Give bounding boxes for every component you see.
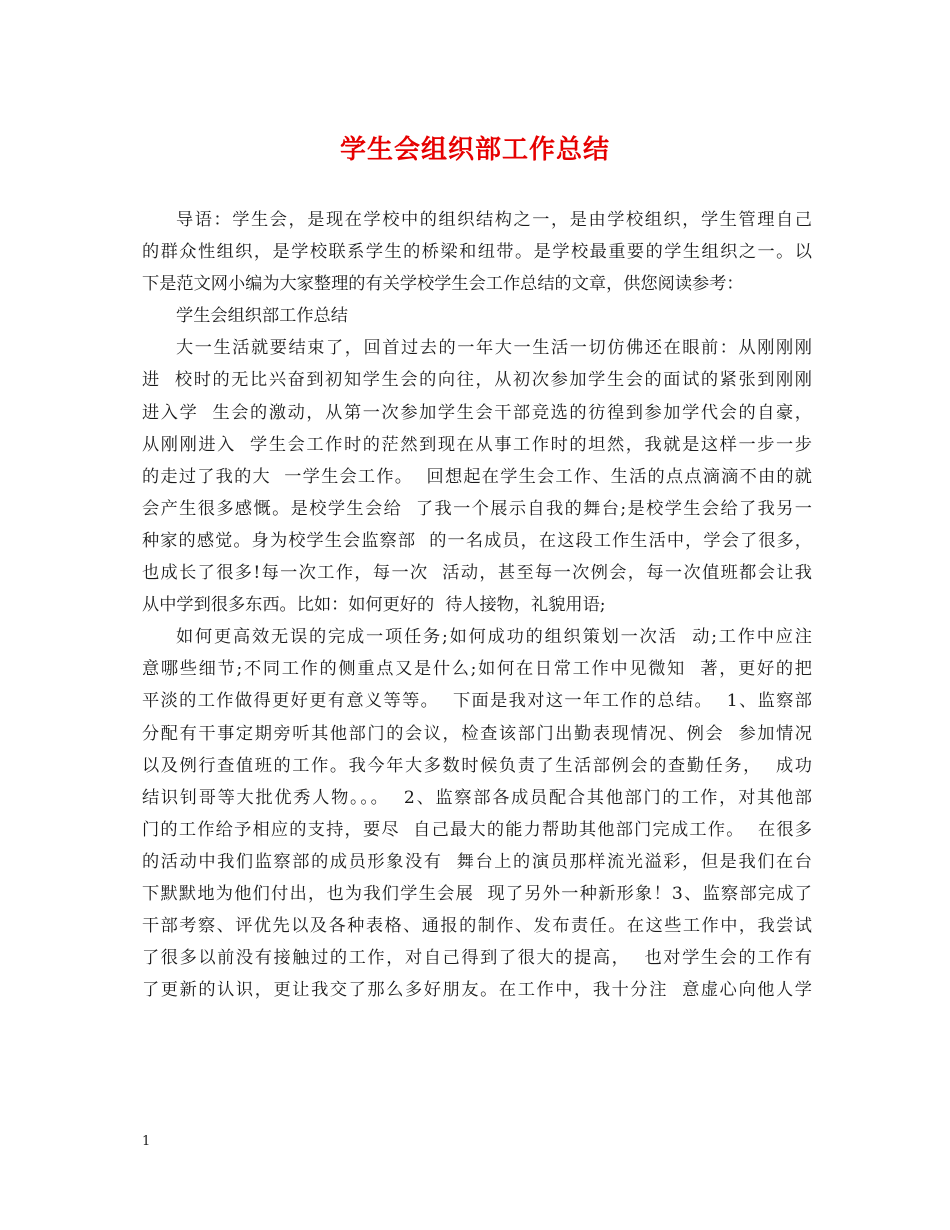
body-line: 如何更高效无误的完成一项任务;如何成功的组织策划一次活 动;工作中应注 (176, 627, 812, 648)
body-line: 以及例行查值班的工作。我今年大多数时候负责了生活部例会的查勤任务， 成功 (142, 755, 812, 776)
body-line: 的群众性组织，是学校联系学生的桥梁和纽带。是学校最重要的学生组织之一。以 (142, 242, 812, 263)
body-line: 平淡的工作做得更好更有意义等等。 下面是我对这一年工作的总结。 1、监察部 (142, 691, 812, 712)
document-title: 学生会组织部工作总结 (339, 135, 610, 165)
body-line: 进 校时的无比兴奋到初知学生会的向往，从初次参加学生会的面试的紧张到刚刚 (142, 370, 812, 391)
body-line: 的活动中我们监察部的成员形象没有 舞台上的演员那样流光溢彩，但是我们在台 (142, 851, 812, 872)
section-heading: 学生会组织部工作总结 (176, 306, 348, 327)
body-line: 的走过了我的大 一学生会工作。 回想起在学生会工作、生活的点点滴滴不由的就 (142, 466, 812, 487)
body-line: 结识钊哥等大批优秀人物。。。 2、监察部各成员配合其他部门的工作，对其他部 (142, 787, 812, 808)
body-line: 了很多以前没有接触过的工作，对自己得到了很大的提高， 也对学生会的工作有 (142, 948, 812, 969)
body-line: 分配有干事定期旁听其他部门的会议，检查该部门出勤表现情况、例会 参加情况 (142, 723, 812, 744)
body-line: 种家的感觉。身为校学生会监察部 的一名成员，在这段工作生活中，学会了很多， (142, 530, 812, 551)
body-line: 门的工作给予相应的支持，要尽 自己最大的能力帮助其他部门完成工作。 在很多 (142, 819, 812, 840)
body-line: 干部考察、评优先以及各种表格、通报的制作、发布责任。在这些工作中，我尝试 (142, 916, 812, 937)
body-line: 从中学到很多东西。比如：如何更好的 待人接物，礼貌用语; (142, 595, 606, 616)
body-line: 了更新的认识，更让我交了那么多好朋友。在工作中，我十分注 意虚心向他人学 (142, 980, 812, 1001)
body-line: 也成长了很多!每一次工作，每一次 活动，甚至每一次例会，每一次值班都会让我 (142, 563, 812, 584)
body-line: 进入学 生会的激动，从第一次参加学生会干部竞选的彷徨到参加学代会的自豪， (142, 402, 812, 423)
page-number: 1 (142, 1134, 151, 1149)
body-line: 下是范文网小编为大家整理的有关学校学生会工作总结的文章，供您阅读参考： (142, 274, 744, 295)
body-line: 会产生很多感慨。是校学生会给 了我一个展示自我的舞台;是校学生会给了我另一 (142, 498, 812, 519)
body-line: 大一生活就要结束了，回首过去的一年大一生活一切仿佛还在眼前：从刚刚刚 (176, 338, 812, 359)
document-body (142, 204, 812, 1006)
body-line: 意哪些细节;不同工作的侧重点又是什么;如何在日常工作中见微知 著，更好的把 (142, 659, 812, 680)
body-line: 导语：学生会，是现在学校中的组织结构之一，是由学校组织，学生管理自己 (176, 210, 812, 230)
body-line: 从刚刚进入 学生会工作时的茫然到现在从事工作时的坦然，我就是这样一步一步 (142, 434, 812, 455)
body-line: 下默默地为他们付出，也为我们学生会展 现了另外一种新形象！3、监察部完成了 (142, 883, 812, 904)
